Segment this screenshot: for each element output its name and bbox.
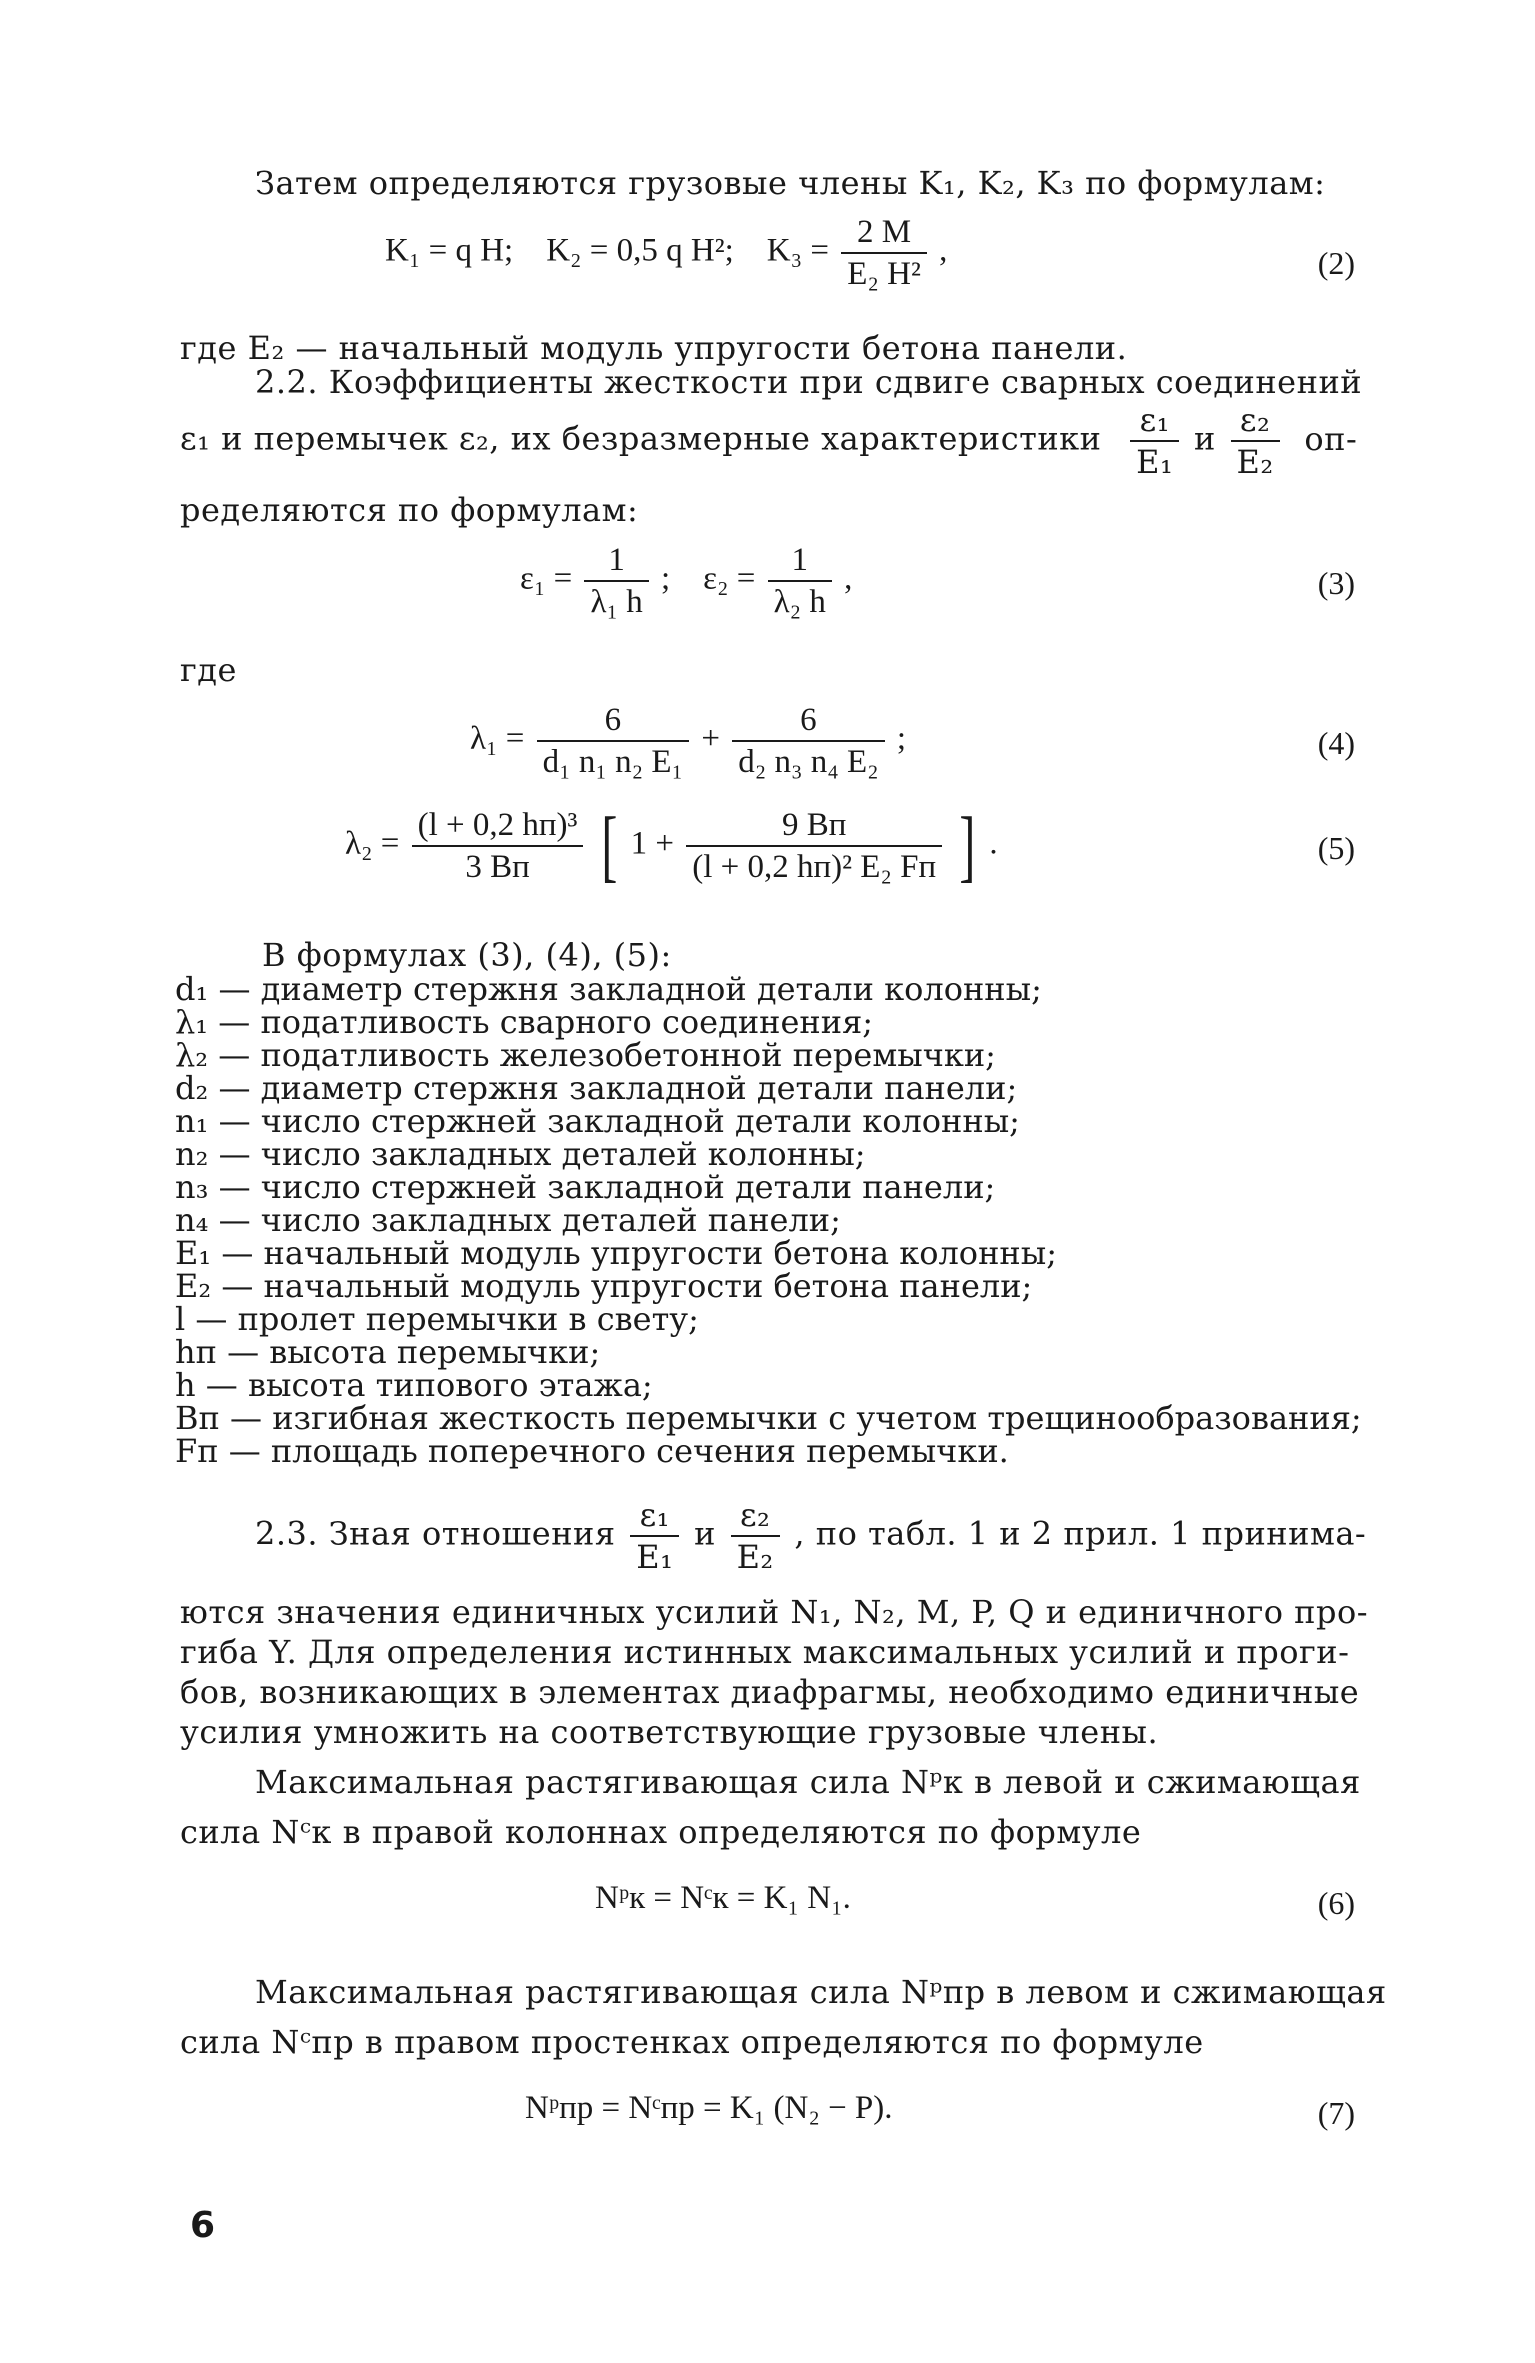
section-2-2-fraction-1	[1130, 400, 1179, 482]
formula-4-f2-den: d₂ n₃ n₄ E₂	[738, 744, 879, 780]
definition-item: λ₂ — податливость железобетонной перемычки;	[175, 1036, 996, 1074]
definition-item: Bп — изгибная жесткость перемычки с учетом трещинообразования;	[175, 1399, 1362, 1437]
formula-5-fraction-1	[412, 805, 584, 887]
section-2-3-fraction-1	[630, 1495, 679, 1577]
formula-2-k3-numerator: 2 M	[841, 212, 927, 254]
section-2-2-frac1-num: ε₁	[1130, 400, 1179, 442]
section-2-2-frac1-den: E₁	[1136, 443, 1174, 481]
formula-3-e2-den: λ₂ h	[773, 584, 826, 620]
section-2-3-line3: гиба Y. Для определения истинных максимальных усилий и проги-	[180, 1633, 1350, 1671]
formula-2-k3-lhs: K₃ =	[766, 232, 829, 269]
section-2-3-line2: ются значения единичных усилий N₁, N₂, M, P, Q и единичного про-	[180, 1593, 1369, 1631]
section-2-2-frac2-num: ε₂	[1231, 400, 1280, 442]
formula-3-end: ,	[844, 560, 853, 597]
formula-5-fraction-2	[686, 805, 942, 887]
formula-3-e1-num: 1	[584, 540, 648, 582]
intro-paragraph: Затем определяются грузовые члены K₁, K₂, K₃ по формулам:	[255, 164, 1326, 202]
formula-2-k1: K₁ = q H;	[385, 232, 514, 269]
formula-4-fraction-2	[732, 700, 884, 782]
formula-3-sep: ;	[661, 560, 671, 597]
equation-number-3: (3)	[1317, 565, 1355, 601]
formula-5-lhs: λ₂ =	[345, 825, 400, 862]
definition-item: E₁ — начальный модуль упругости бетона колонны;	[175, 1234, 1057, 1272]
max-force-paragraph-1-line1: Максимальная растягивающая сила Nᵖк в левой и сжимающая	[255, 1763, 1361, 1801]
section-2-2-frac2-den: E₂	[1236, 443, 1274, 481]
formula-3-e2-fraction	[768, 540, 832, 622]
section-2-3-frac2-num: ε₂	[731, 1495, 780, 1537]
definition-item: n₃ — число стержней закладной детали панели;	[175, 1168, 996, 1206]
formula-2-k2: K₂ = 0,5 q H²;	[546, 232, 734, 269]
definition-item: h — высота типового этажа;	[175, 1366, 653, 1404]
equation-number-5: (5)	[1317, 830, 1355, 866]
section-2-3-rest: , по табл. 1 и 2 прил. 1 принима-	[794, 1514, 1367, 1553]
formula-5	[345, 802, 998, 890]
max-force-paragraph-2-line2: сила Nᶜпр в правом простенках определяются по формуле	[180, 2023, 1204, 2061]
definition-item: n₂ — число закладных деталей колонны;	[175, 1135, 866, 1173]
formula-3-e1-den: λ₁ h	[590, 584, 643, 620]
equation-number-2: (2)	[1317, 245, 1355, 281]
formula-4	[470, 700, 906, 782]
definition-item: Fп — площадь поперечного сечения перемычки.	[175, 1432, 1009, 1470]
definition-item: λ₁ — податливость сварного соединения;	[175, 1003, 874, 1041]
formula-2-k3-fraction	[841, 212, 927, 294]
definition-item: d₁ — диаметр стержня закладной детали колонны;	[175, 970, 1042, 1008]
section-2-3-start: 2.3. Зная отношения	[255, 1514, 616, 1553]
formula-5-f2-num: 9 Bп	[686, 805, 942, 847]
where-e2-line: где E₂ — начальный модуль упругости бетона панели.	[180, 329, 1128, 367]
equation-number-6: (6)	[1317, 1885, 1355, 1921]
equation-number-4: (4)	[1317, 725, 1355, 761]
formula-4-f2-num: 6	[732, 700, 884, 742]
definition-item: l — пролет перемычки в свету;	[175, 1300, 699, 1338]
formula-4-f1-num: 6	[537, 700, 689, 742]
formula-3-e1: ε₁ =	[520, 560, 573, 597]
section-2-3-and: и	[694, 1514, 716, 1553]
equation-number-7: (7)	[1317, 2095, 1355, 2131]
definition-item: n₁ — число стержней закладной детали колонны;	[175, 1102, 1020, 1140]
formula-5-right-bracket: ]	[959, 802, 976, 890]
formula-5-f2-den: (l + 0,2 hп)² E₂ Fп	[692, 849, 937, 885]
in-formulas-heading: В формулах (3), (4), (5):	[262, 936, 672, 974]
formula-2: K₁ = q H; K₂ = 0,5 q H²; K₃ = $\frac{2 M}{\text{E₂ H²}}$ ,	[385, 214, 948, 292]
formula-6: Nᵖк = Nᶜк = K₁ N₁.	[595, 1880, 851, 1916]
page-number: 6	[190, 2205, 216, 2246]
formula-2-k3-denominator: E₂ H²	[847, 256, 921, 292]
section-2-2-line3: ределяются по формулам:	[180, 491, 639, 529]
section-2-3-line5: усилия умножить на соответствующие грузовые члены.	[180, 1713, 1159, 1751]
formula-5-f1-den: 3 Bп	[465, 849, 530, 885]
where-label: где	[180, 651, 237, 689]
formula-3	[520, 540, 852, 622]
section-2-3-frac1-num: ε₁	[630, 1495, 679, 1537]
max-force-paragraph-1-line2: сила Nᶜк в правой колоннах определяются по формуле	[180, 1813, 1142, 1851]
formula-3-e2-num: 1	[768, 540, 832, 582]
formula-3-e1-fraction	[584, 540, 648, 622]
section-2-2-and: и	[1194, 419, 1216, 458]
section-2-2-line1: 2.2. Коэффициенты жесткости при сдвиге сварных соединений	[255, 363, 1363, 401]
formula-5-f1-num: (l + 0,2 hп)³	[412, 805, 584, 847]
formula-3-e2: ε₂ =	[703, 560, 756, 597]
section-2-2-text: ε₁ и перемычек ε₂, их безразмерные характеристики	[180, 419, 1102, 458]
definition-item: n₄ — число закладных деталей панели;	[175, 1201, 841, 1239]
definition-item: hп — высота перемычки;	[175, 1333, 601, 1371]
formula-7: Nᵖпр = Nᶜпр = K₁ (N₂ − P).	[525, 2090, 893, 2126]
section-2-3-frac1-den: E₁	[636, 1538, 674, 1576]
formula-4-plus: +	[701, 720, 720, 757]
formula-5-end: .	[989, 825, 998, 862]
section-2-2-hyphen: оп-	[1304, 419, 1358, 458]
section-2-3-fraction-2	[731, 1495, 780, 1577]
formula-5-one-plus: 1 +	[630, 825, 674, 862]
definition-item: E₂ — начальный модуль упругости бетона панели;	[175, 1267, 1033, 1305]
definition-item: d₂ — диаметр стержня закладной детали панели;	[175, 1069, 1018, 1107]
formula-4-lhs: λ₁ =	[470, 720, 525, 757]
formula-4-fraction-1	[537, 700, 689, 782]
formula-5-left-bracket: [	[601, 802, 617, 890]
section-2-3-line4: бов, возникающих в элементах диафрагмы, необходимо единичные	[180, 1673, 1360, 1711]
section-2-3-line1	[255, 1495, 1366, 1577]
section-2-3-frac2-den: E₂	[736, 1538, 774, 1576]
section-2-2-fraction-2	[1231, 400, 1280, 482]
formula-4-f1-den: d₁ n₁ n₂ E₁	[542, 744, 684, 780]
max-force-paragraph-2-line1: Максимальная растягивающая сила Nᵖпр в левом и сжимающая	[255, 1973, 1387, 2011]
section-2-2-line2	[180, 400, 1357, 482]
formula-4-end: ;	[896, 720, 907, 757]
